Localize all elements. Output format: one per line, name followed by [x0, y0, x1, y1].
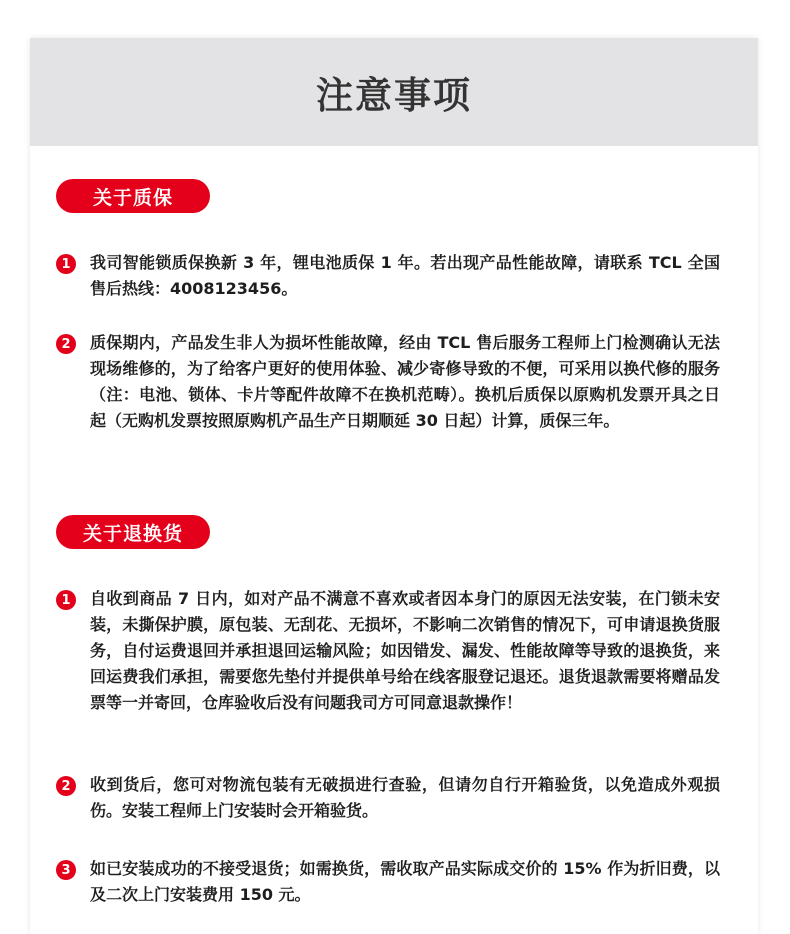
- item-text: 自收到商品 7 日内，如对产品不满意不喜欢或者因本身门的原因无法安装，在门锁未安装，未撕保护膜，原包装、无刮花、无损坏，不影响二次销售的情况下，可申请退换货服务，自付运费退回并承担退回运输风险；如因错发、漏发、性能故障等导致的退换货，来回运费我们承担，需要您先垫付并提供单号给在线客服登记退还。退货退款需要将赠品发票等一并寄回，仓库验收后没有问题我司方可同意退款操作！: [90, 589, 720, 712]
- item-text: 我司智能锁质保换新 3 年，锂电池质保 1 年。若出现产品性能故障，请联系 TCL 全国售后热线：4008123456。: [90, 253, 720, 298]
- section-title-warranty: 关于质保: [56, 179, 210, 213]
- item-text: 收到货后，您可对物流包装有无破损进行查验，但请勿自行开箱验货，以免造成外观损伤。安装工程师上门安装时会开箱验货。: [90, 775, 720, 820]
- returns-item-3: [56, 856, 720, 908]
- notice-card: [30, 38, 758, 934]
- warranty-item-1: [56, 250, 720, 302]
- item-text: 质保期内，产品发生非人为损坏性能故障，经由 TCL 售后服务工程师上门检测确认无法现场维修的，为了给客户更好的使用体验、减少寄修导致的不便，可采用以换代修的服务（注：电池、锁体、卡片等配件故障不在换机范畴）。换机后质保以原购机发票开具之日起（无购机发票按照原购机产品生产日期顺延 30 日起）计算，质保三年。: [90, 333, 720, 430]
- returns-item-1: [56, 586, 720, 716]
- number-badge: 1: [56, 254, 76, 274]
- page-header: [30, 38, 758, 146]
- item-text: 如已安装成功的不接受退货；如需换货，需收取产品实际成交价的 15% 作为折旧费，以及二次上门安装费用 150 元。: [90, 859, 720, 904]
- number-badge: 1: [56, 590, 76, 610]
- number-badge: 3: [56, 860, 76, 880]
- page-title: 注意事项: [316, 74, 472, 117]
- section-title-returns: 关于退换货: [56, 515, 210, 549]
- number-badge: 2: [56, 334, 76, 354]
- warranty-item-2: [56, 330, 720, 434]
- returns-item-2: [56, 772, 720, 824]
- number-badge: 2: [56, 776, 76, 796]
